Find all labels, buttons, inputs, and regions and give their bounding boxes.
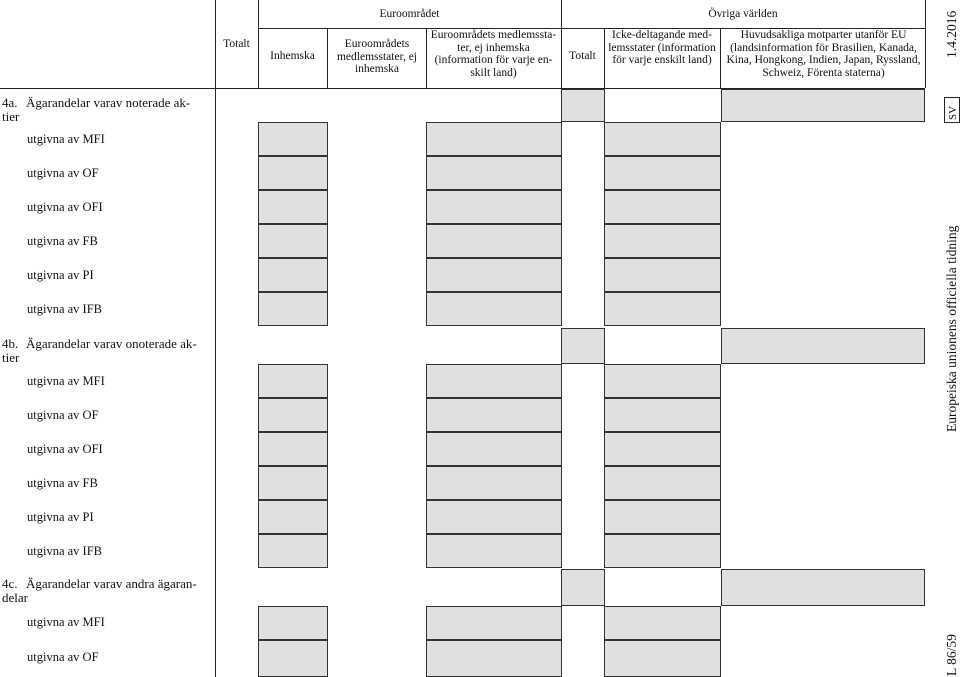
shaded-cell — [561, 89, 605, 122]
shaded-cell — [426, 364, 562, 398]
shaded-cell — [426, 432, 562, 466]
col-rule — [327, 28, 328, 88]
shaded-cell — [258, 190, 328, 224]
row-label: utgivna av MFI — [27, 615, 105, 629]
col-rule — [925, 0, 926, 88]
shaded-cell — [258, 156, 328, 190]
shaded-cell — [426, 606, 562, 640]
section-title: Ägarandelar varav onoterade ak-tier — [2, 336, 197, 365]
shaded-cell — [426, 398, 562, 432]
shaded-cell — [604, 606, 721, 640]
row-label: utgivna av OFI — [27, 200, 103, 214]
header-totalt-2: Totalt — [569, 50, 596, 62]
shaded-cell — [604, 224, 721, 258]
section-title: Ägarandelar varav noterade ak-tier — [2, 95, 191, 124]
shaded-cell — [426, 466, 562, 500]
header-eurozone: Euroområdet — [379, 8, 440, 20]
sidebar-language: SV — [947, 105, 959, 120]
shaded-cell — [604, 500, 721, 534]
section-title-4b — [2, 337, 202, 365]
shaded-cell — [561, 328, 605, 364]
row-label: utgivna av IFB — [27, 544, 102, 558]
shaded-cell — [604, 466, 721, 500]
shaded-cell — [258, 398, 328, 432]
shaded-cell — [604, 190, 721, 224]
shaded-cell — [426, 500, 562, 534]
header-euro-members: Euroområdets medlemsstater, ej inhemska — [336, 38, 417, 75]
shaded-cell — [426, 122, 562, 156]
col-rule — [720, 28, 721, 88]
shaded-cell — [258, 640, 328, 677]
row-label: utgivna av OF — [27, 408, 99, 422]
sidebar-page-ref: L 86/59 — [944, 634, 959, 676]
section-title: Ägarandelar varav andra ägaran-delar — [2, 576, 197, 605]
shaded-cell — [561, 569, 605, 606]
header-euro-members-each: Euroområdets medlemssta-ter, ej inhemska (information för varje en-skilt land) — [430, 29, 557, 79]
shaded-cell — [604, 258, 721, 292]
sidebar-journal: Europeiska unionens officiella tidning — [944, 225, 959, 432]
shaded-cell — [426, 258, 562, 292]
shaded-cell — [721, 89, 925, 122]
shaded-cell — [604, 640, 721, 677]
shaded-cell — [721, 328, 925, 364]
col-rule — [215, 0, 216, 677]
col-rule — [426, 28, 427, 88]
shaded-cell — [604, 432, 721, 466]
shaded-cell — [604, 534, 721, 568]
section-title-4c — [2, 577, 202, 605]
shaded-cell — [604, 364, 721, 398]
sidebar-date: 1.4.2016 — [944, 10, 959, 58]
sidebar-language-box — [944, 97, 960, 123]
row-label: utgivna av PI — [27, 268, 94, 282]
header-non-participating: Icke-deltagande med-lemsstater (information för varje enskilt land) — [608, 29, 716, 66]
section-number: 4a. — [2, 95, 18, 110]
col-rule — [604, 28, 605, 88]
row-label: utgivna av OF — [27, 166, 99, 180]
section-number: 4c. — [2, 576, 18, 591]
row-label: utgivna av FB — [27, 234, 98, 248]
row-label: utgivna av OF — [27, 650, 99, 664]
row-label: utgivna av MFI — [27, 132, 105, 146]
shaded-cell — [258, 606, 328, 640]
header-totalt-1: Totalt — [223, 38, 250, 50]
shaded-cell — [604, 398, 721, 432]
shaded-cell — [258, 364, 328, 398]
shaded-cell — [426, 640, 562, 677]
row-label: utgivna av MFI — [27, 374, 105, 388]
shaded-cell — [426, 156, 562, 190]
shaded-cell — [604, 122, 721, 156]
shaded-cell — [258, 224, 328, 258]
shaded-cell — [258, 466, 328, 500]
shaded-cell — [258, 258, 328, 292]
row-label: utgivna av PI — [27, 510, 94, 524]
shaded-cell — [258, 292, 328, 326]
section-number: 4b. — [2, 336, 19, 351]
shaded-cell — [604, 156, 721, 190]
shaded-cell — [426, 190, 562, 224]
shaded-cell — [426, 224, 562, 258]
header-rest-of-world: Övriga världen — [708, 8, 778, 20]
header-inhemska: Inhemska — [270, 50, 315, 62]
shaded-cell — [258, 534, 328, 568]
shaded-cell — [604, 292, 721, 326]
header-main-counterparts: Huvudsakliga motparter utanför EU (landsinformation för Brasilien, Kanada, Kina, Hongkong, Indien, Japan, Ryssland, Schweiz, Förenta staterna) — [726, 29, 921, 79]
row-label: utgivna av OFI — [27, 442, 103, 456]
row-label: utgivna av IFB — [27, 302, 102, 316]
row-label: utgivna av FB — [27, 476, 98, 490]
shaded-cell — [721, 569, 925, 606]
shaded-cell — [426, 292, 562, 326]
shaded-cell — [258, 500, 328, 534]
shaded-cell — [426, 534, 562, 568]
shaded-cell — [258, 432, 328, 466]
shaded-cell — [258, 122, 328, 156]
section-title-4a — [2, 96, 202, 124]
